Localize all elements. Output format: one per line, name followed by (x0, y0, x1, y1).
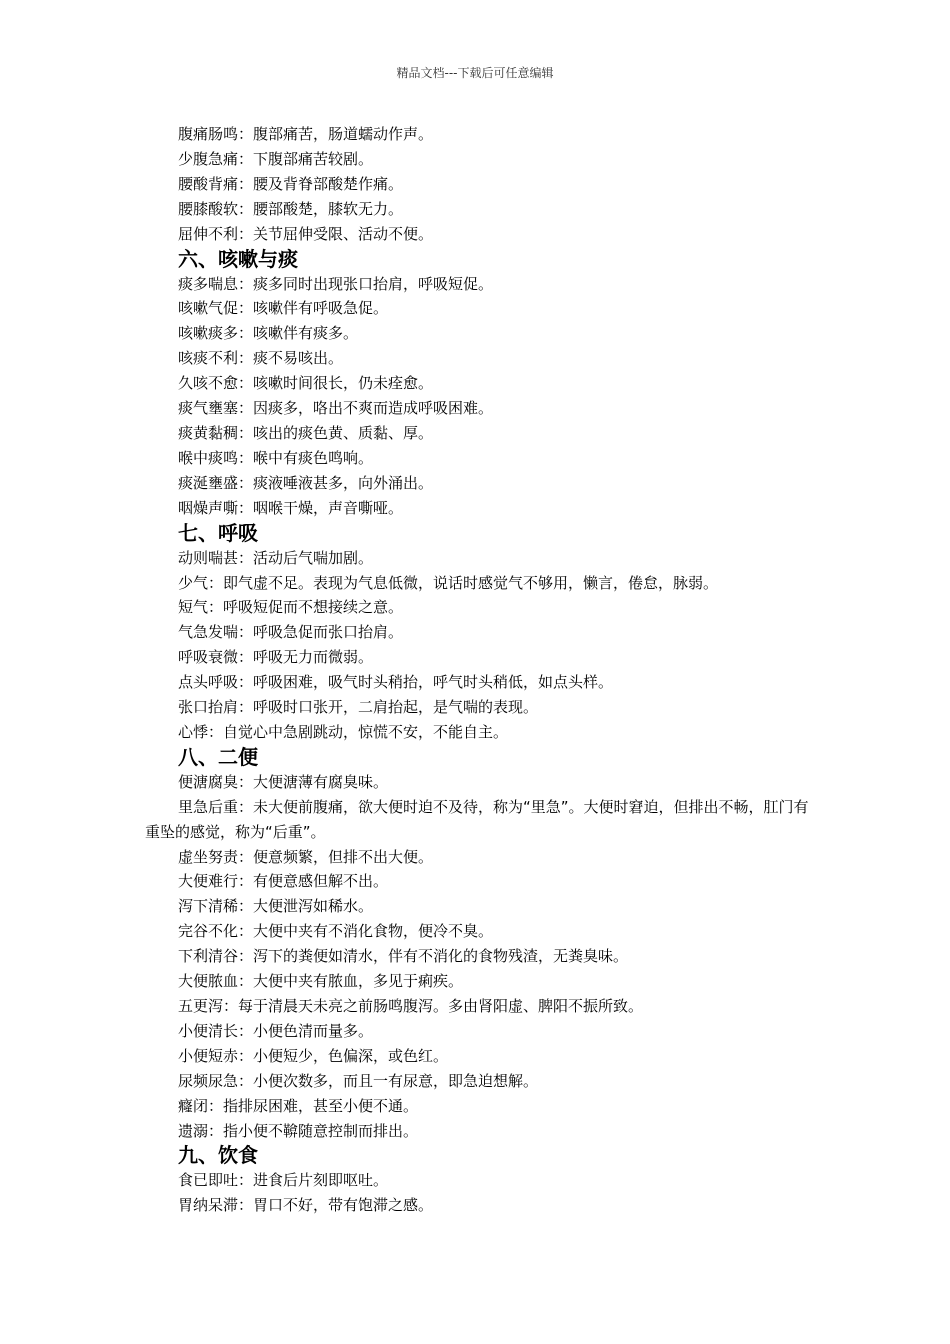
definition-line: 喉中痰鸣：喉中有痰色鸣响。 (178, 448, 374, 467)
definition-line: 腹痛肠鸣：腹部痛苦，肠道蠕动作声。 (178, 125, 434, 143)
section-heading: 七、呼吸 (178, 520, 258, 545)
definition-line: 久咳不愈：咳嗽时间很长，仍未痊愈。 (178, 374, 434, 393)
definition-line: 咳嗽痰多：咳嗽伴有痰多。 (178, 324, 359, 343)
definition-line: 胃纳呆滞：胃口不好，带有饱滞之感。 (178, 1196, 434, 1215)
definition-line: 遗溺：指小便不鞥随意控制而排出。 (178, 1121, 419, 1140)
definition-line: 短气：呼吸短促而不想接续之意。 (178, 598, 404, 617)
definition-line: 癃闭：指排尿困难，甚至小便不通。 (178, 1096, 419, 1115)
definition-line: 点头呼吸：呼吸困难，吸气时头稍抬，呼气时头稍低，如点头样。 (178, 673, 614, 692)
definition-line: 痰气壅塞：因痰多，咯出不爽而造成呼吸困难。 (178, 399, 494, 418)
definition-line: 下利清谷：泻下的粪便如清水，伴有不消化的食物残渣，无粪臭味。 (178, 947, 629, 966)
definition-line: 小便清长：小便色清而量多。 (178, 1021, 374, 1040)
definition-line: 虚坐努责：便意频繁，但排不出大便。 (178, 847, 434, 866)
definition-line: 少腹急痛：下腹部痛苦较剧。 (178, 149, 374, 168)
definition-line: 便溏腐臭：大便溏薄有腐臭味。 (178, 772, 389, 791)
definition-line: 动则喘甚：活动后气喘加剧。 (178, 548, 374, 567)
document-body (145, 122, 815, 1218)
definition-line: 少气：即气虚不足。表现为气息低微，说话时感觉气不够用，懒言，倦怠，脉弱。 (178, 573, 719, 592)
definition-line: 气急发喘：呼吸急促而张口抬肩。 (178, 623, 404, 642)
definition-line: 痰涎壅盛：痰液唾液甚多，向外涌出。 (178, 473, 434, 492)
definition-line: 屈伸不利：关节屈伸受限、活动不便。 (178, 224, 434, 243)
definition-line: 完谷不化：大便中夹有不消化食物，便冷不臭。 (178, 922, 494, 941)
definition-line: 里急后重：未大便前腹痛，欲大便时迫不及待，称为“里急”。大便时窘迫，但排出不畅，肛门有重坠的感觉，称为“后重”。 (145, 797, 809, 841)
definition-line: 食已即吐：进食后片刻即呕吐。 (178, 1171, 389, 1190)
definition-line: 小便短赤：小便短少，色偏深，或色红。 (178, 1046, 449, 1065)
section-heading: 六、咳嗽与痰 (178, 246, 298, 271)
definition-line: 尿频尿急：小便次数多，而且一有尿意，即急迫想解。 (178, 1071, 539, 1090)
definition-line: 呼吸衰微：呼吸无力而微弱。 (178, 648, 374, 667)
definition-line: 腰膝酸软：腰部酸楚，膝软无力。 (178, 199, 404, 218)
definition-line: 泻下清稀：大便泄泻如稀水。 (178, 897, 374, 916)
section-heading: 九、饮食 (178, 1143, 258, 1168)
definition-line: 大便难行：有便意感但解不出。 (178, 872, 389, 891)
definition-line: 腰酸背痛：腰及背脊部酸楚作痛。 (178, 174, 404, 193)
definition-line: 五更泻：每于清晨天未亮之前肠鸣腹泻。多由肾阳虚、脾阳不振所致。 (178, 997, 644, 1015)
definition-line: 心悸：自觉心中急剧跳动，惊慌不安，不能自主。 (178, 722, 509, 741)
definition-line: 张口抬肩：呼吸时口张开，二肩抬起，是气喘的表现。 (178, 698, 539, 717)
section-heading: 八、二便 (178, 744, 258, 769)
definition-line: 咽燥声嘶：咽喉干燥，声音嘶哑。 (178, 498, 404, 517)
definition-line: 痰多喘息：痰多同时出现张口抬肩，呼吸短促。 (178, 274, 494, 293)
definition-line: 咳嗽气促：咳嗽伴有呼吸急促。 (178, 299, 389, 318)
definition-line: 咳痰不利：痰不易咳出。 (178, 349, 344, 368)
definition-line: 痰黄黏稠：咳出的痰色黄、质黏、厚。 (178, 423, 434, 442)
page-header: 精品文档---下载后可任意编辑 (396, 66, 554, 80)
definition-line: 大便脓血：大便中夹有脓血，多见于痢疾。 (178, 972, 464, 991)
